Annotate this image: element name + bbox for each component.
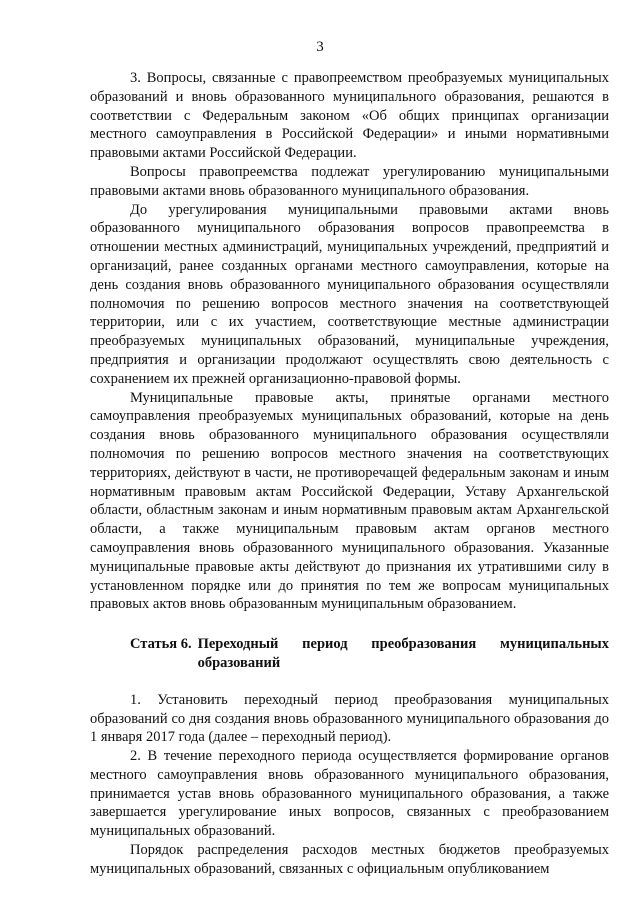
paragraph-transition-period-2: 2. В течение переходного периода осуществляется формирование органов местного самоуправления вновь образованного муниципального образования, принимается устав вновь образованного муниципального образования, а также завершается урегулирование иных вопросов, связанных с преобразованием муниципальных образований. xyxy=(90,748,609,840)
paragraph-transition-period-1: 1. Установить переходный период преобразования муниципальных образований со дня создания вновь образованного муниципального образования до 1 января 2017 года (далее – переходный период). xyxy=(90,691,609,746)
paragraph-administrations-continue: До урегулирования муниципальными правовыми актами вновь образованного муниципального образования вопросов правопреемства в отношении местных администраций, муниципальных учреждений, предприятий и организаций, ранее созданных органами местного самоуправления, которые на день создания вновь образованного муниципального образования осуществляли полномочия по решению вопросов местного значения на соответствующей территории, или с их участием, соответствующие местные администрации преобразуемых муниципальных образований, муниципальные учреждения, предприятия и организации продолжают осуществлять свою деятельность с сохранением их прежней организационно-правовой формы. xyxy=(90,201,609,387)
paragraph-legal-acts-validity: Муниципальные правовые акты, принятые органами местного самоуправления преобразуемых муниципальных образований, которые на день создания вновь образованного муниципального образования осуществляли полномочия по решению вопросов местного значения на соответствующих территориях, действуют в части, не противоречащей федеральным законам и иным нормативным правовым актам Российской Федерации, Уставу Архангельской области, областным законам и иным нормативным правовым актам Архангельской области, а также муниципальным правовым актам органов местного самоуправления вновь образованного муниципального образования. Указанные муниципальные правовые акты действуют до признания их утратившими силу в установленном порядке или до принятия по тем же вопросам муниципальных правовых актов вновь образованным муниципальным образованием. xyxy=(90,389,609,613)
article-heading xyxy=(90,635,609,673)
article-title: Переходный период преобразования муниципальных образований xyxy=(197,636,609,671)
page-number: 3 xyxy=(316,39,324,55)
document-body xyxy=(90,69,609,879)
article-number: Статья 6. xyxy=(130,636,192,653)
paragraph-succession-regulation: Вопросы правопреемства подлежат урегулированию муниципальными правовыми актами вновь образованного муниципального образования. xyxy=(90,163,609,199)
paragraph-budget-expenses: Порядок распределения расходов местных бюджетов преобразуемых муниципальных образований, связанных с официальным опубликованием xyxy=(90,842,609,877)
paragraph-succession-clause-3: 3. Вопросы, связанные с правопреемством преобразуемых муниципальных образований и вновь образованного муниципального образования, решаются в соответствии с Федеральным законом «Об общих принципах организации местного самоуправления в Российской Федерации» и иными нормативными правовыми актами Российской Федерации. xyxy=(90,70,609,162)
